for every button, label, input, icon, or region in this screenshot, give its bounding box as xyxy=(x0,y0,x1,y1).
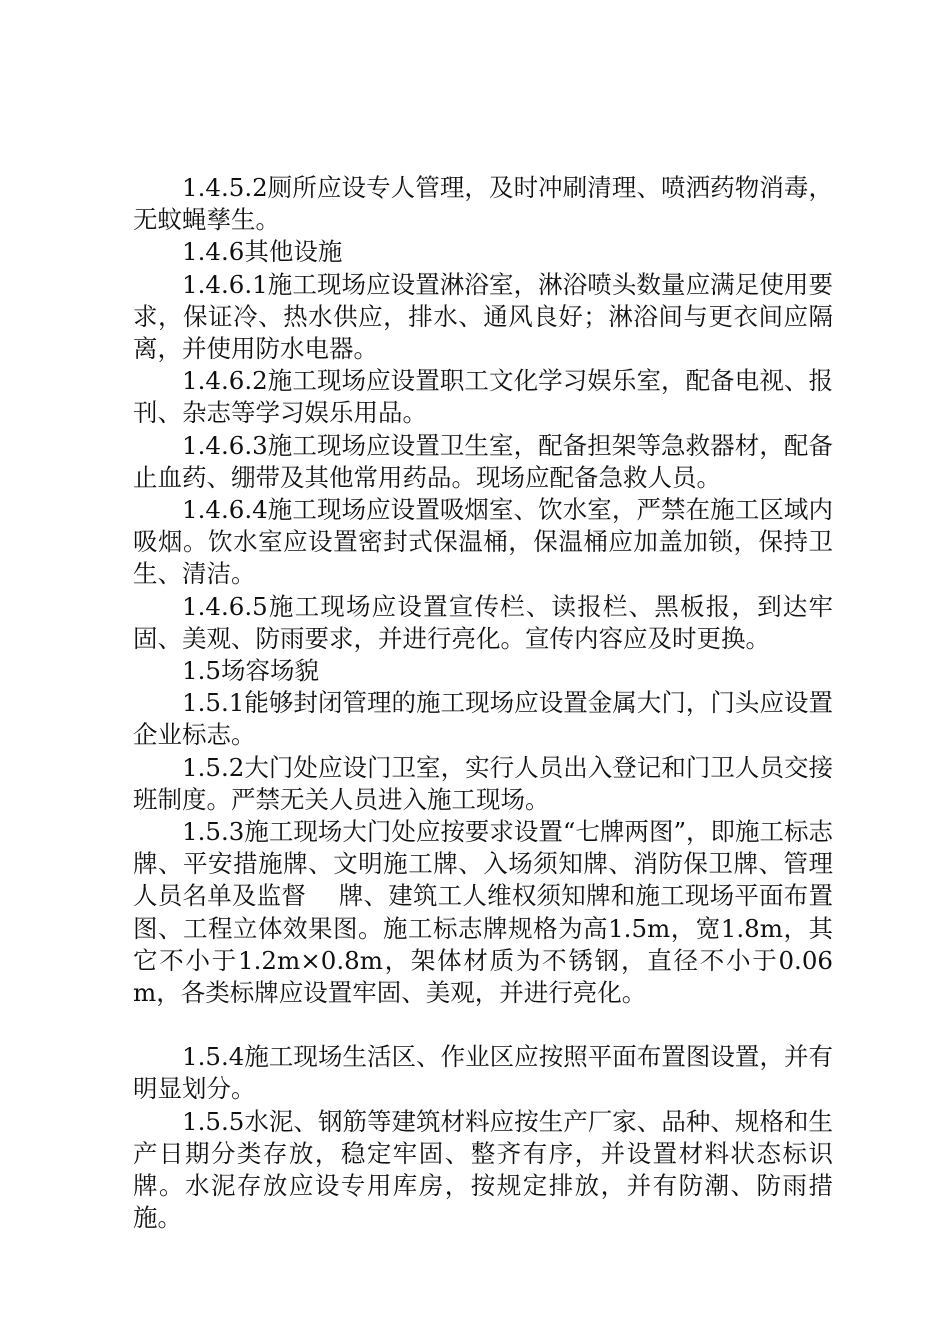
paragraph-1-5-2: 1.5.2大门处应设门卫室，实行人员出入登记和门卫人员交接班制度。严禁无关人员进入施工现场。 xyxy=(133,752,833,814)
paragraph-1-4-6-1: 1.4.6.1施工现场应设置淋浴室，淋浴喷头数量应满足使用要求，保证冷、热水供应，排水、通风良好；淋浴间与更衣间应隔离，并使用防水电器。 xyxy=(133,269,833,364)
paragraph-spacer xyxy=(133,1009,833,1041)
paragraph-1-4-5-2: 1.4.5.2厕所应设专人管理，及时冲刷清理、喷洒药物消毒，无蚊蝇孳生。 xyxy=(133,173,833,235)
heading-1-5: 1.5场容场貌 xyxy=(182,656,319,686)
paragraph-1-5-3: 1.5.3施工现场大门处应按要求设置“七牌两图”，即施工标志牌、平安措施牌、文明施工牌、入场须知牌、消防保卫牌、管理人员名单及监督 牌、建筑工人维权须知牌和施工现场平面布置图、工程立体效果图。施工标志牌规格为高1.5m，宽1.8m，其它不小于1.2m×0.8m，架体材质为不锈钢，直径不小于0.06m，各类标牌应设置牢固、美观，并进行亮化。 xyxy=(133,817,833,1008)
paragraph-1-4-6-2: 1.4.6.2施工现场应设置职工文化学习娱乐室，配备电视、报刊、杂志等学习娱乐用品。 xyxy=(133,366,833,428)
paragraph-1-4-6-3: 1.4.6.3施工现场应设置卫生室，配备担架等急救器材，配备止血药、绷带及其他常用药品。现场应配备急救人员。 xyxy=(133,430,833,492)
document-page xyxy=(133,172,833,1235)
paragraph-1-5-4: 1.5.4施工现场生活区、作业区应按照平面布置图设置，并有明显划分。 xyxy=(133,1042,833,1104)
paragraph-1-5-1: 1.5.1能够封闭管理的施工现场应设置金属大门，门头应设置企业标志。 xyxy=(133,688,833,750)
paragraph-1-4-6-5: 1.4.6.5施工现场应设置宣传栏、读报栏、黑板报，到达牢固、美观、防雨要求，并进行亮化。宣传内容应及时更换。 xyxy=(133,591,833,653)
paragraph-1-4-6-4: 1.4.6.4施工现场应设置吸烟室、饮水室，严禁在施工区域内吸烟。饮水室应设置密封式保温桶，保温桶应加盖加锁，保持卫生、清洁。 xyxy=(133,495,833,589)
heading-1-4-6: 1.4.6其他设施 xyxy=(182,237,343,267)
paragraph-1-5-5: 1.5.5水泥、钢筋等建筑材料应按生产厂家、品种、规格和生产日期分类存放，稳定牢固、整齐有序，并设置材料状态标识牌。水泥存放应设专用库房，按规定排放，并有防潮、防雨措施。 xyxy=(133,1106,833,1233)
